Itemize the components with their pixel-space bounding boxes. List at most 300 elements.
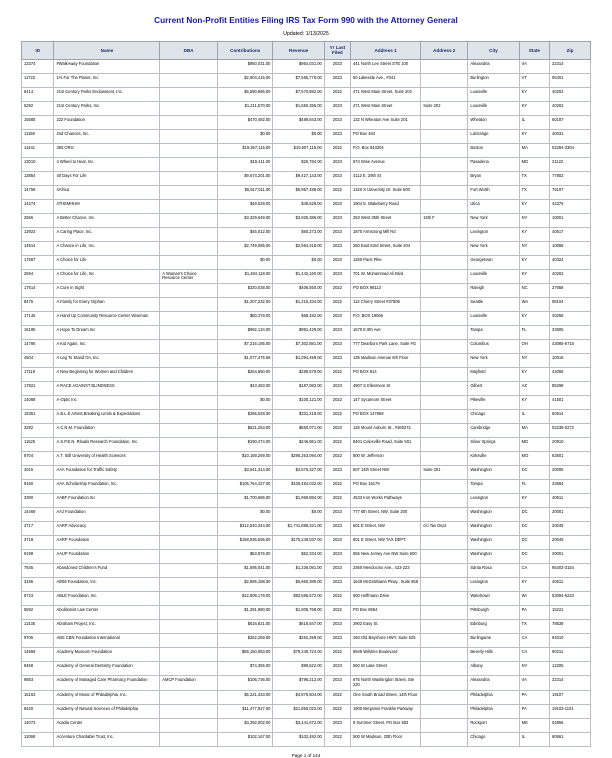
cell-contributions: $19,367,115.00 [217,143,273,157]
cell-yr-last-filed: 2022 [324,185,350,199]
cell-dba [160,606,218,620]
cell-city: Philadelphia [468,691,519,705]
cell-dba [160,157,218,171]
cell-name: AAA Scholarship Foundation, Inc. [54,480,160,494]
cell-address2 [421,312,468,326]
cell-contributions: $1,207,232.00 [217,298,273,312]
cell-city: Edinburg [468,620,519,634]
cell-name: 21st Century Parks, Inc. [54,101,160,115]
table-row [22,550,591,564]
table-row [22,129,591,143]
cell-address1: 1870 Armstrong Mill Rd [350,227,420,241]
cell-address1: 2902 Easy St. [350,620,420,634]
cell-state: OH [519,340,549,354]
cell-state: MO [519,452,549,466]
cell-name: A Chance in Life, Inc. [54,241,160,255]
cell-address2 [421,424,468,438]
cell-zip: 20049 [550,522,591,536]
cell-revenue: $262,259.00 [273,634,324,648]
cell-yr-last-filed: 2022 [324,733,350,747]
cell-city: Georgetown [468,255,519,269]
cell-id: 13374 [22,59,54,73]
cell-state: PA [519,691,549,705]
cell-address2 [421,340,468,354]
cell-address2 [421,143,468,157]
cell-contributions: $616,821.00 [217,620,273,634]
cell-address2 [421,452,468,466]
cell-contributions: $5,917,011.00 [217,185,273,199]
cell-yr-last-filed: 2023 [324,550,350,564]
column-header-yr-last-filed: Yr Last Filed [324,42,350,60]
cell-revenue: $1,236,081.00 [273,564,324,578]
cell-state: NY [519,241,549,255]
cell-name: AABF Foundation Inc [54,494,160,508]
cell-id: 3390 [22,494,54,508]
cell-id: 14274 [22,199,54,213]
cell-yr-last-filed: 2023 [324,340,350,354]
cell-state: PA [519,606,549,620]
cell-yr-last-filed: 2023 [324,255,350,269]
cell-city: Chicago [468,410,519,424]
cell-state: VT [519,73,549,87]
cell-city: Washington [468,508,519,522]
cell-id: 17587 [22,255,54,269]
cell-address2 [421,592,468,606]
cell-city: Lexington [468,578,519,592]
column-header-state: State [519,42,549,60]
cell-name: 222 Foundation [54,115,160,129]
cell-id: 16195 [22,326,54,340]
cell-yr-last-filed: 2022 [324,606,350,620]
cell-address1: 701 W. Muhammad Ali Blvd [350,269,420,284]
cell-yr-last-filed: 2023 [324,522,350,536]
cell-address1: 777 6th Street, NW, Suite 200 [350,508,420,522]
cell-zip: 40511 [550,494,591,508]
cell-yr-last-filed: 2023 [324,719,350,733]
cell-yr-last-filed: 2023 [324,508,350,522]
cell-dba [160,255,218,269]
cell-address2 [421,705,468,719]
cell-contributions: $286,528.00 [217,410,273,424]
cell-revenue: $1,741,888,321.00 [273,522,324,536]
cell-dba [160,340,218,354]
cell-state: IL [519,115,549,129]
cell-contributions: $2,904,415.00 [217,73,273,87]
cell-contributions: $992,134.00 [217,326,273,340]
cell-city: Alexandria [468,59,519,73]
table-row [22,157,591,171]
cell-revenue: $175,249,037.00 [273,536,324,550]
cell-revenue: $100,121.00 [273,396,324,410]
cell-zip: 40511 [550,578,591,592]
cell-address2 [421,438,468,452]
cell-name: Acadia Center [54,719,160,733]
column-header-name: Name [54,42,160,60]
cell-name: ABLE Foundation, Inc. [54,592,160,606]
cell-state: KY [519,368,549,382]
cell-contributions: $0.00 [217,255,273,269]
cell-address2 [421,550,468,564]
cell-address2 [421,733,468,747]
cell-address2 [421,691,468,705]
table-row [22,592,591,606]
cell-state: FL [519,326,549,340]
cell-city: Pasadena [468,157,519,171]
cell-address2: Suite 201 [421,466,468,480]
cell-address1: 4112 E. 29th St [350,171,420,185]
table-row [22,620,591,634]
cell-dba: A Woman's Choice Resource Center [160,269,218,284]
cell-city: Tampa [468,326,519,340]
cell-address1: PO Box 15179 [350,480,420,494]
table-row [22,662,591,676]
cell-dba [160,115,218,129]
cell-address1: 1320 S University Dr. Suite 500 [350,185,420,199]
cell-contributions: $74,355.00 [217,662,273,676]
cell-revenue: $21,850,023.00 [273,705,324,719]
cell-yr-last-filed: 2022 [324,298,350,312]
cell-contributions: $10,159,269.00 [217,452,273,466]
cell-address2 [421,157,468,171]
cell-city: Lexington [468,494,519,508]
cell-name: 4Africa [54,185,160,199]
cell-name: Abolitionist Law Center [54,606,160,620]
cell-address2 [421,719,468,733]
table-row [22,255,591,269]
cell-address1: PO Box 8654 [350,606,420,620]
cell-address1: 1904 E. Blakeberry Road [350,199,420,213]
table-row [22,340,591,354]
cell-contributions: $3,392,002.00 [217,719,273,733]
cell-revenue: $5,957,488.00 [273,185,324,199]
cell-address1: 4533 Iron Works Pathways [350,494,420,508]
cell-address1: 471 West Main Street, Suite 202 [350,87,420,101]
cell-name: A Leg To Stand On, Inc. [54,354,160,368]
cell-revenue: $1,215,334.00 [273,298,324,312]
table-header [22,42,591,60]
cell-revenue: $93,586,572.00 [273,592,324,606]
cell-id: 15351 [22,410,54,424]
cell-address2: 15th F [421,213,468,227]
cell-id: 15585 [22,115,54,129]
cell-address2: Suite 202 [421,101,468,115]
cell-address2 [421,241,468,255]
cell-id: 2694 [22,269,54,284]
cell-contributions: $6,590,986.00 [217,87,273,101]
cell-address2 [421,396,468,410]
cell-address2 [421,620,468,634]
table-row [22,143,591,157]
cell-dba [160,241,218,255]
table-row [22,564,591,578]
cell-id: 8704 [22,452,54,466]
cell-dba [160,382,218,396]
table-row [22,438,591,452]
cell-state: IL [519,733,549,747]
cell-revenue: $3,441,672.00 [273,719,324,733]
cell-address2 [421,269,468,284]
cell-name: AARP Foundation [54,536,160,550]
cell-address1: 253 West 35th Street [350,213,420,227]
cell-city: LaGrange [468,129,519,143]
cell-address1: 471 West Main Street [350,101,420,115]
cell-state: AZ [519,382,549,396]
cell-yr-last-filed: 2023 [324,536,350,550]
column-header-id: ID [22,42,54,60]
cell-state: KY [519,129,549,143]
table-row [22,368,591,382]
cell-address2 [421,326,468,340]
table-row [22,354,591,368]
cell-name: A.B.L.E Artists Breaking Limits & Expectations [54,410,160,424]
table-header-row [22,42,591,60]
table-row [22,691,591,705]
cell-city: Louisville [468,312,519,326]
cell-id: 15163 [22,691,54,705]
cell-address1: 600 Hoffmann Drive [350,592,420,606]
table-row [22,480,591,494]
cell-name: A.S.P.E.N. Rituals Research Foundation, Inc. [54,438,160,452]
cell-zip: 12205 [550,662,591,676]
cell-city: Burlington [468,73,519,87]
cell-state: DC [519,508,549,522]
cell-state: KY [519,494,549,508]
cell-yr-last-filed: 2022 [324,438,350,452]
cell-dba [160,87,218,101]
table-row [22,606,591,620]
cell-contributions: $1,291,980.00 [217,606,273,620]
cell-address2 [421,227,468,241]
cell-id: 6414 [22,87,54,101]
cell-address1: 1648 McGrathiana Pkwy., Suite 558 [350,578,420,592]
cell-contributions: $2,895,188.00 [217,578,273,592]
cell-zip: 43085-5716 [550,340,591,354]
column-header-dba: DBA [160,42,218,60]
cell-contributions: $1,211,570.00 [217,101,273,115]
cell-name: A.T. Still University of Health Sciences [54,452,160,466]
cell-address2 [421,354,468,368]
cell-city: Philadelphia [468,705,519,719]
cell-name: Academy of Music of Philadelphia, Inc. [54,691,160,705]
cell-yr-last-filed: 2022 [324,368,350,382]
cell-state: FL [519,480,549,494]
table-row [22,494,591,508]
cell-yr-last-filed: 2023 [324,129,350,143]
cell-city: Wheaton [468,115,519,129]
cell-yr-last-filed: 2023 [324,620,350,634]
cell-yr-last-filed: 2022 [324,494,350,508]
cell-zip: 41501 [550,396,591,410]
cell-city: Bryan [468,171,519,185]
cell-address1: 4907 S Ellesmere St [350,382,420,396]
cell-zip: 95403-3154 [550,564,591,578]
cell-revenue: $290,263,094.00 [273,452,324,466]
table-row [22,705,591,719]
cell-dba [160,199,218,213]
cell-name: 2nd Chances, Inc. [54,129,160,143]
table-row [22,733,591,747]
table-row [22,59,591,73]
cell-address1: 150 Old Bayshore HWY, Suite 525 [350,634,420,648]
cell-zip: 22314 [550,59,591,73]
cell-city: Lexington [468,227,519,241]
cell-zip: 94010 [550,634,591,648]
cell-revenue: $3,925,386.00 [273,213,324,227]
cell-revenue: $7,555,776.00 [273,73,324,87]
cell-city: Louisville [468,101,519,115]
cell-contributions: $65,150,983.00 [217,648,273,662]
cell-state: KY [519,578,549,592]
cell-contributions: $3,329,649.00 [217,213,273,227]
cell-zip: 20049 [550,536,591,550]
cell-id: 4015 [22,466,54,480]
cell-revenue: $650,071.00 [273,424,324,438]
cell-address1: 800 W. Jefferson [350,452,420,466]
cell-id: 5592 [22,606,54,620]
cell-revenue: $7,570,882.00 [273,87,324,101]
cell-zip: 20001 [550,508,591,522]
cell-revenue: $406,550.00 [273,284,324,298]
cell-zip: 40031 [550,129,591,143]
cell-revenue: $4,876,504.00 [273,691,324,705]
cell-dba [160,620,218,634]
cell-city: Beverly Hills [468,648,519,662]
cell-revenue: $7,302,881.00 [273,340,324,354]
cell-city: Chicago [468,733,519,747]
cell-name: A Kid Again, Inc. [54,340,160,354]
cell-zip: 33605 [550,326,591,340]
cell-name: A Choice for Life [54,255,160,269]
cell-name: 4 Wheel to Heal, Inc. [54,157,160,171]
cell-yr-last-filed: 2023 [324,59,350,73]
cell-yr-last-filed: 2022 [324,480,350,494]
cell-yr-last-filed: 2023 [324,227,350,241]
cell-address1: 674 Wise Avenue [350,157,420,171]
cell-id: 4504 [22,354,54,368]
cell-id: 9160 [22,480,54,494]
cell-dba [160,564,218,578]
cell-name: AAJ Foundation [54,508,160,522]
cell-id: 8420 [22,705,54,719]
cell-city: New York [468,241,519,255]
cell-revenue: $79,246,724.00 [273,648,324,662]
cell-dba [160,59,218,73]
cell-address2 [421,382,468,396]
cell-revenue: $26,784.00 [273,157,324,171]
cell-dba [160,719,218,733]
cell-zip: 98104 [550,298,591,312]
cell-yr-last-filed: 2022 [324,284,350,298]
cell-revenue: $1,550,355.00 [273,101,324,115]
cell-dba [160,452,218,466]
cell-revenue: $19,507,115.00 [273,143,324,157]
cell-zip: 90211 [550,648,591,662]
cell-dba [160,129,218,143]
cell-address2 [421,648,468,662]
cell-dba [160,73,218,87]
cell-yr-last-filed: 2023 [324,115,350,129]
cell-city: New York [468,354,519,368]
cell-city: Washington [468,522,519,536]
cell-city: Burlingame [468,634,519,648]
cell-contributions: $11,477,927.00 [217,705,273,719]
cell-revenue: $99,522.00 [273,662,324,676]
column-header-contributions: Contributions [217,42,273,60]
cell-zip: 20005 [550,466,591,480]
cell-city: Cambridge [468,424,519,438]
cell-state: CA [519,648,549,662]
cell-address2 [421,508,468,522]
cell-dba [160,101,218,115]
cell-dba [160,424,218,438]
cell-dba [160,143,218,157]
cell-id: 8723 [22,592,54,606]
cell-address1: 675 North Washington Street, Ste 220 [350,676,420,691]
cell-city: Raleigh [468,284,519,298]
cell-address1: P.O. BOX 18066 [350,312,420,326]
table-row [22,298,591,312]
cell-name: 350.ORG [54,143,160,157]
cell-revenue: $796,212.00 [273,676,324,691]
cell-city: Utica [468,199,519,213]
cell-name: 1% For The Planet, Inc. [54,73,160,87]
cell-zip: 10065 [550,241,591,255]
cell-address1: One South Broad Street, 14th Floor [350,691,420,705]
cell-address1: 125 Mount Auburn St., #360272 [350,424,420,438]
cell-state: DC [519,522,549,536]
cell-state: KY [519,199,549,213]
table-row [22,466,591,480]
cell-id: 14758 [22,185,54,199]
table-row [22,87,591,101]
table-row [22,634,591,648]
cell-address2 [421,185,468,199]
cell-zip: 42066 [550,368,591,382]
cell-zip: 78539 [550,620,591,634]
cell-id: 3718 [22,536,54,550]
cell-name: A Hope To Dream Inc [54,326,160,340]
cell-name: 40 Days For Life [54,171,160,185]
cell-revenue: $1,969,884.00 [273,494,324,508]
cell-yr-last-filed: 2023 [324,382,350,396]
cell-address2 [421,676,468,691]
cell-zip: 20001 [550,550,591,564]
cell-contributions: $190,474.00 [217,438,273,452]
cell-city: Washington [468,536,519,550]
cell-id: 14073 [22,719,54,733]
cell-name: AAA Foundation for Traffic Safety [54,466,160,480]
cell-address1: 560 W Lake Street [350,662,420,676]
cell-yr-last-filed: 2022 [324,396,350,410]
cell-yr-last-filed: 2023 [324,241,350,255]
cell-id: 9853 [22,676,54,691]
cell-city: Washington [468,550,519,564]
cell-name: AAUP Foundation [54,550,160,564]
table-row [22,171,591,185]
cell-yr-last-filed: 2023 [324,101,350,115]
cell-yr-last-filed: 2023 [324,634,350,648]
updated-date: Updated: 1/13/2025 [283,31,329,37]
cell-contributions: $15,411.00 [217,157,273,171]
cell-zip: 60614 [550,410,591,424]
cell-state: VA [519,59,549,73]
cell-name: A.C.N.M. Foundation [54,424,160,438]
cell-dba [160,326,218,340]
cell-address1: 1250 Paris Pike [350,255,420,269]
cell-id: 13010 [22,157,54,171]
cell-id: 9705 [22,634,54,648]
cell-contributions: $264,650.00 [217,368,273,382]
